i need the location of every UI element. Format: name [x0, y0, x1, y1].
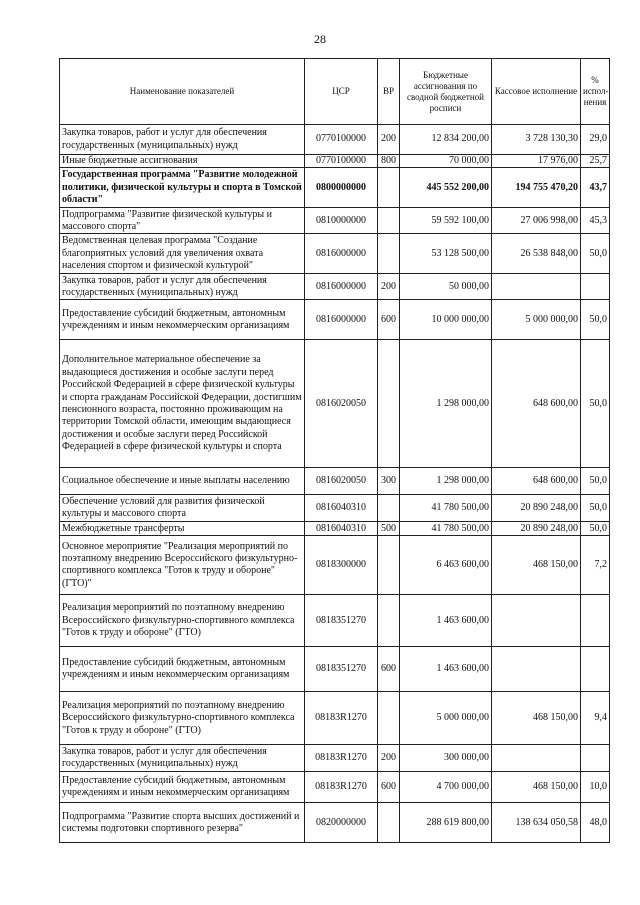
- row-name-cell: Межбюджетные трансферты: [60, 522, 305, 536]
- row-name-cell: Реализация мероприятий по поэтапному внедрению Всероссийского физкультурно-спортивного комплекса "Готов к труду и обороне" (ГТО): [60, 692, 305, 745]
- row-pct-cell: 50,0: [581, 234, 610, 274]
- row-cash-cell: 648 600,00: [492, 340, 581, 468]
- row-name-cell: Закупка товаров, работ и услуг для обеспечения государственных (муниципальных) нужд: [60, 125, 305, 155]
- table-row: [60, 234, 610, 274]
- row-vr-cell: 200: [378, 745, 400, 772]
- row-budget-cell: 1 298 000,00: [400, 340, 492, 468]
- row-vr-cell: 200: [378, 125, 400, 155]
- table-header-row: [60, 59, 610, 125]
- row-cash-cell: 468 150,00: [492, 692, 581, 745]
- row-pct-cell: 50,0: [581, 522, 610, 536]
- row-pct-cell: 50,0: [581, 468, 610, 495]
- row-budget-cell: 12 834 200,00: [400, 125, 492, 155]
- table-row: [60, 772, 610, 803]
- row-pct-cell: 7,2: [581, 536, 610, 595]
- header-budget: Бюджетные ассигнования по сводной бюджетной росписи: [400, 59, 492, 125]
- row-vr-cell: [378, 340, 400, 468]
- table-row: [60, 803, 610, 843]
- row-budget-cell: 288 619 800,00: [400, 803, 492, 843]
- header-vr: ВР: [378, 59, 400, 125]
- row-pct-cell: [581, 745, 610, 772]
- row-csr-cell: 0818300000: [305, 536, 378, 595]
- row-cash-cell: 468 150,00: [492, 772, 581, 803]
- row-vr-cell: 600: [378, 647, 400, 692]
- table-row: [60, 274, 610, 300]
- table-row: [60, 168, 610, 208]
- row-budget-cell: 445 552 200,00: [400, 168, 492, 208]
- row-csr-cell: 0816040310: [305, 495, 378, 522]
- row-name-cell: Подпрограмма "Развитие физической культуры и массового спорта": [60, 208, 305, 234]
- table-row: [60, 536, 610, 595]
- row-name-cell: Обеспечение условий для развития физической культуры и массового спорта: [60, 495, 305, 522]
- row-budget-cell: 4 700 000,00: [400, 772, 492, 803]
- row-csr-cell: 08183R1270: [305, 772, 378, 803]
- row-vr-cell: 200: [378, 274, 400, 300]
- table-row: [60, 468, 610, 495]
- row-cash-cell: [492, 745, 581, 772]
- row-cash-cell: 648 600,00: [492, 468, 581, 495]
- row-pct-cell: 45,3: [581, 208, 610, 234]
- row-csr-cell: 0800000000: [305, 168, 378, 208]
- row-vr-cell: 600: [378, 300, 400, 340]
- row-vr-cell: 800: [378, 155, 400, 168]
- row-csr-cell: 0816000000: [305, 274, 378, 300]
- table-row: [60, 340, 610, 468]
- row-name-cell: Предоставление субсидий бюджетным, автономным учреждениям и иным некоммерческим организациям: [60, 772, 305, 803]
- row-pct-cell: 29,0: [581, 125, 610, 155]
- row-cash-cell: 17 976,00: [492, 155, 581, 168]
- row-pct-cell: 9,4: [581, 692, 610, 745]
- row-cash-cell: 26 538 848,00: [492, 234, 581, 274]
- header-name: Наименование показателей: [60, 59, 305, 125]
- row-budget-cell: 10 000 000,00: [400, 300, 492, 340]
- row-csr-cell: 0820000000: [305, 803, 378, 843]
- row-budget-cell: 1 463 600,00: [400, 647, 492, 692]
- row-name-cell: Ведомственная целевая программа "Создание благоприятных условий для увеличения охвата населения спортом и физической культурой": [60, 234, 305, 274]
- row-pct-cell: [581, 647, 610, 692]
- table-row: [60, 495, 610, 522]
- row-csr-cell: 0816000000: [305, 234, 378, 274]
- row-csr-cell: 08183R1270: [305, 745, 378, 772]
- table-row: [60, 745, 610, 772]
- row-vr-cell: [378, 168, 400, 208]
- table-row: [60, 595, 610, 647]
- row-budget-cell: 53 128 500,00: [400, 234, 492, 274]
- row-cash-cell: 468 150,00: [492, 536, 581, 595]
- row-csr-cell: 08183R1270: [305, 692, 378, 745]
- row-name-cell: Подпрограмма "Развитие спорта высших достижений и системы подготовки спортивного резерва": [60, 803, 305, 843]
- row-budget-cell: 70 000,00: [400, 155, 492, 168]
- row-pct-cell: [581, 595, 610, 647]
- row-csr-cell: 0770100000: [305, 125, 378, 155]
- row-pct-cell: 25,7: [581, 155, 610, 168]
- row-pct-cell: 10,0: [581, 772, 610, 803]
- row-name-cell: Закупка товаров, работ и услуг для обеспечения государственных (муниципальных) нужд: [60, 274, 305, 300]
- row-budget-cell: 6 463 600,00: [400, 536, 492, 595]
- table-row: [60, 692, 610, 745]
- row-vr-cell: [378, 208, 400, 234]
- row-cash-cell: 194 755 470,20: [492, 168, 581, 208]
- row-name-cell: Предоставление субсидий бюджетным, автономным учреждениям и иным некоммерческим организациям: [60, 647, 305, 692]
- row-budget-cell: 300 000,00: [400, 745, 492, 772]
- row-csr-cell: 0816020050: [305, 340, 378, 468]
- header-pct: % испол- нения: [581, 59, 610, 125]
- table-row: [60, 208, 610, 234]
- row-name-cell: Реализация мероприятий по поэтапному внедрению Всероссийского физкультурно-спортивного комплекса "Готов к труду и обороне" (ГТО): [60, 595, 305, 647]
- row-csr-cell: 0818351270: [305, 647, 378, 692]
- row-budget-cell: 50 000,00: [400, 274, 492, 300]
- row-vr-cell: [378, 495, 400, 522]
- table-row: [60, 300, 610, 340]
- row-cash-cell: 5 000 000,00: [492, 300, 581, 340]
- row-csr-cell: 0816020050: [305, 468, 378, 495]
- table-row: [60, 125, 610, 155]
- row-cash-cell: [492, 274, 581, 300]
- table-row: [60, 155, 610, 168]
- row-cash-cell: 20 890 248,00: [492, 495, 581, 522]
- row-vr-cell: [378, 803, 400, 843]
- row-name-cell: Государственная программа "Развитие молодежной политики, физической культуры и спорта в Томской области": [60, 168, 305, 208]
- row-csr-cell: 0810000000: [305, 208, 378, 234]
- row-name-cell: Социальное обеспечение и иные выплаты населению: [60, 468, 305, 495]
- budget-table: [59, 58, 610, 843]
- row-budget-cell: 1 463 600,00: [400, 595, 492, 647]
- row-cash-cell: 3 728 130,30: [492, 125, 581, 155]
- row-pct-cell: 48,0: [581, 803, 610, 843]
- row-vr-cell: [378, 692, 400, 745]
- row-pct-cell: 50,0: [581, 300, 610, 340]
- row-name-cell: Иные бюджетные ассигнования: [60, 155, 305, 168]
- row-pct-cell: [581, 274, 610, 300]
- row-pct-cell: 43,7: [581, 168, 610, 208]
- row-cash-cell: 20 890 248,00: [492, 522, 581, 536]
- row-name-cell: Дополнительное материальное обеспечение за выдающиеся достижения и особые заслуги перед Российской Федерацией в сфере физической культуры и спорта гражданам Российской Федерации, достигшим пенсионного возраста, постоянно проживающим на территории Томской области, имеющим выдающиеся достижения и особые заслуги перед Российской Федерацией в сфере физической культуры и спорта: [60, 340, 305, 468]
- row-csr-cell: 0816040310: [305, 522, 378, 536]
- row-budget-cell: 1 298 000,00: [400, 468, 492, 495]
- row-vr-cell: 600: [378, 772, 400, 803]
- table-row: [60, 647, 610, 692]
- row-cash-cell: 138 634 050,58: [492, 803, 581, 843]
- header-csr: ЦСР: [305, 59, 378, 125]
- row-budget-cell: 41 780 500,00: [400, 522, 492, 536]
- page-number: 28: [314, 32, 326, 46]
- row-budget-cell: 5 000 000,00: [400, 692, 492, 745]
- row-cash-cell: 27 006 998,00: [492, 208, 581, 234]
- row-csr-cell: 0770100000: [305, 155, 378, 168]
- row-name-cell: Основное мероприятие "Реализация мероприятий по поэтапному внедрению Всероссийского физкультурно-спортивного комплекса "Готов к труду и обороне" (ГТО)": [60, 536, 305, 595]
- row-budget-cell: 41 780 500,00: [400, 495, 492, 522]
- row-csr-cell: 0816000000: [305, 300, 378, 340]
- row-cash-cell: [492, 647, 581, 692]
- row-csr-cell: 0818351270: [305, 595, 378, 647]
- table-row: [60, 522, 610, 536]
- row-pct-cell: 50,0: [581, 340, 610, 468]
- row-name-cell: Предоставление субсидий бюджетным, автономным учреждениям и иным некоммерческим организациям: [60, 300, 305, 340]
- row-pct-cell: 50,0: [581, 495, 610, 522]
- header-cash: Кассовое исполнение: [492, 59, 581, 125]
- row-name-cell: Закупка товаров, работ и услуг для обеспечения государственных (муниципальных) нужд: [60, 745, 305, 772]
- row-vr-cell: [378, 595, 400, 647]
- row-vr-cell: [378, 234, 400, 274]
- row-budget-cell: 59 592 100,00: [400, 208, 492, 234]
- row-vr-cell: 500: [378, 522, 400, 536]
- row-cash-cell: [492, 595, 581, 647]
- row-vr-cell: 300: [378, 468, 400, 495]
- row-vr-cell: [378, 536, 400, 595]
